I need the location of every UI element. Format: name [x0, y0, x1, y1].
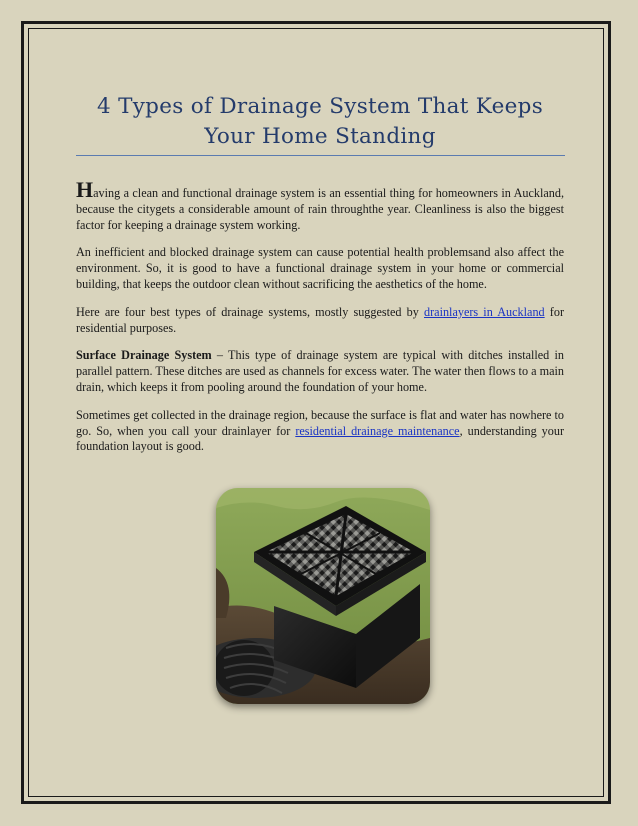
paragraph-types-text-a: Here are four best types of drainage systems, mostly suggested by — [76, 304, 425, 319]
drain-grate-photo — [216, 488, 430, 704]
drainlayers-auckland-link[interactable]: drainlayers in Auckland — [424, 304, 545, 319]
paragraph-surface-drainage — [76, 348, 564, 395]
article-body — [76, 177, 565, 467]
surface-drainage-text: – This type of drainage system are typical with ditches installed in parallel pattern. These ditches are used as channels for excess water. The water then flows to a main drain, which keeps it from pooling around the foundation of your home. — [76, 348, 564, 394]
paragraph-maintenance-text-a: Sometimes get collected in the drainage region, because the surface is flat and water has nowhere to go. So, when you call your drainlayer for — [76, 407, 564, 438]
residential-drainage-maintenance-link[interactable]: residential drainage maintenance — [295, 423, 460, 438]
title-divider — [76, 155, 565, 156]
drop-cap: H — [76, 177, 94, 202]
paragraph-intro-text: aving a clean and functional drainage system is an essential thing for homeowners in Auckland, because the citygets a considerable amount of rain throughthe year. Cleanliness is also the biggest factor for keeping a drainage system working. — [76, 186, 564, 232]
paragraph-health: An inefficient and blocked drainage system can cause potential health problemsand also affect the environment. So, it is good to have a functional drainage system in your home or commercial building, that keeps the outdoor clean without sacrificing the aesthetics of the home. — [76, 245, 564, 291]
paragraph-maintenance — [76, 408, 564, 455]
paragraph-types-text-b: for residential purposes. — [76, 304, 564, 335]
surface-drainage-heading: Surface Drainage System — [76, 348, 212, 363]
paragraph-intro — [76, 177, 564, 233]
page-title: 4 Types of Drainage System That Keeps Your Home Standing — [96, 94, 544, 149]
paragraph-types — [76, 305, 564, 337]
paragraph-maintenance-text-b: , understanding your foundation layout is good. — [76, 423, 565, 454]
